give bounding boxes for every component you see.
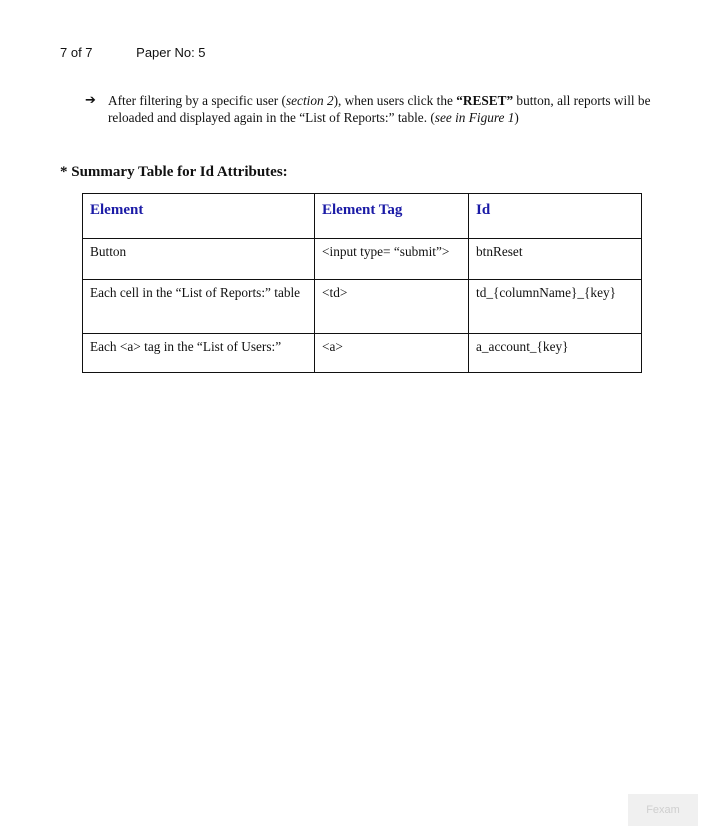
text-segment: ) [514, 110, 519, 125]
header-cell-element: Element [83, 194, 315, 239]
figure-reference: see in Figure 1 [434, 110, 515, 125]
table-cell: td_{columnName}_{key} [469, 280, 642, 334]
table-header-row [83, 194, 642, 239]
table-row [83, 280, 642, 334]
table-row [83, 239, 642, 280]
table-cell: Each <a> tag in the “List of Users:” [83, 334, 315, 373]
section-reference: section 2 [285, 93, 334, 108]
section-title: * Summary Table for Id Attributes: [60, 164, 288, 180]
text-segment: After filtering by a specific user ( [108, 93, 286, 108]
page-header [60, 45, 206, 60]
page-number: 7 of 7 [60, 45, 93, 60]
table-cell: Button [83, 239, 315, 280]
table-cell: <a> [315, 334, 469, 373]
bullet-paragraph [85, 92, 675, 126]
table-cell: a_account_{key} [469, 334, 642, 373]
bullet-text [108, 92, 675, 126]
summary-table [82, 193, 642, 373]
header-cell-element-tag: Element Tag [315, 194, 469, 239]
table-cell: <input type= “submit”> [315, 239, 469, 280]
text-segment: button, all reports will be reloaded and displayed again in the “List of Reports:” table. ( [108, 93, 651, 125]
text-segment: ), when users click the [333, 93, 457, 108]
table-cell: btnReset [469, 239, 642, 280]
reset-keyword: “RESET” [456, 93, 514, 108]
table-row [83, 334, 642, 373]
watermark-logo: Fexam [628, 794, 698, 826]
header-cell-id: Id [469, 194, 642, 239]
paper-number: Paper No: 5 [136, 45, 206, 60]
table-cell: <td> [315, 280, 469, 334]
table-cell: Each cell in the “List of Reports:” table [83, 280, 315, 334]
right-arrow-icon: ➔ [85, 93, 96, 108]
